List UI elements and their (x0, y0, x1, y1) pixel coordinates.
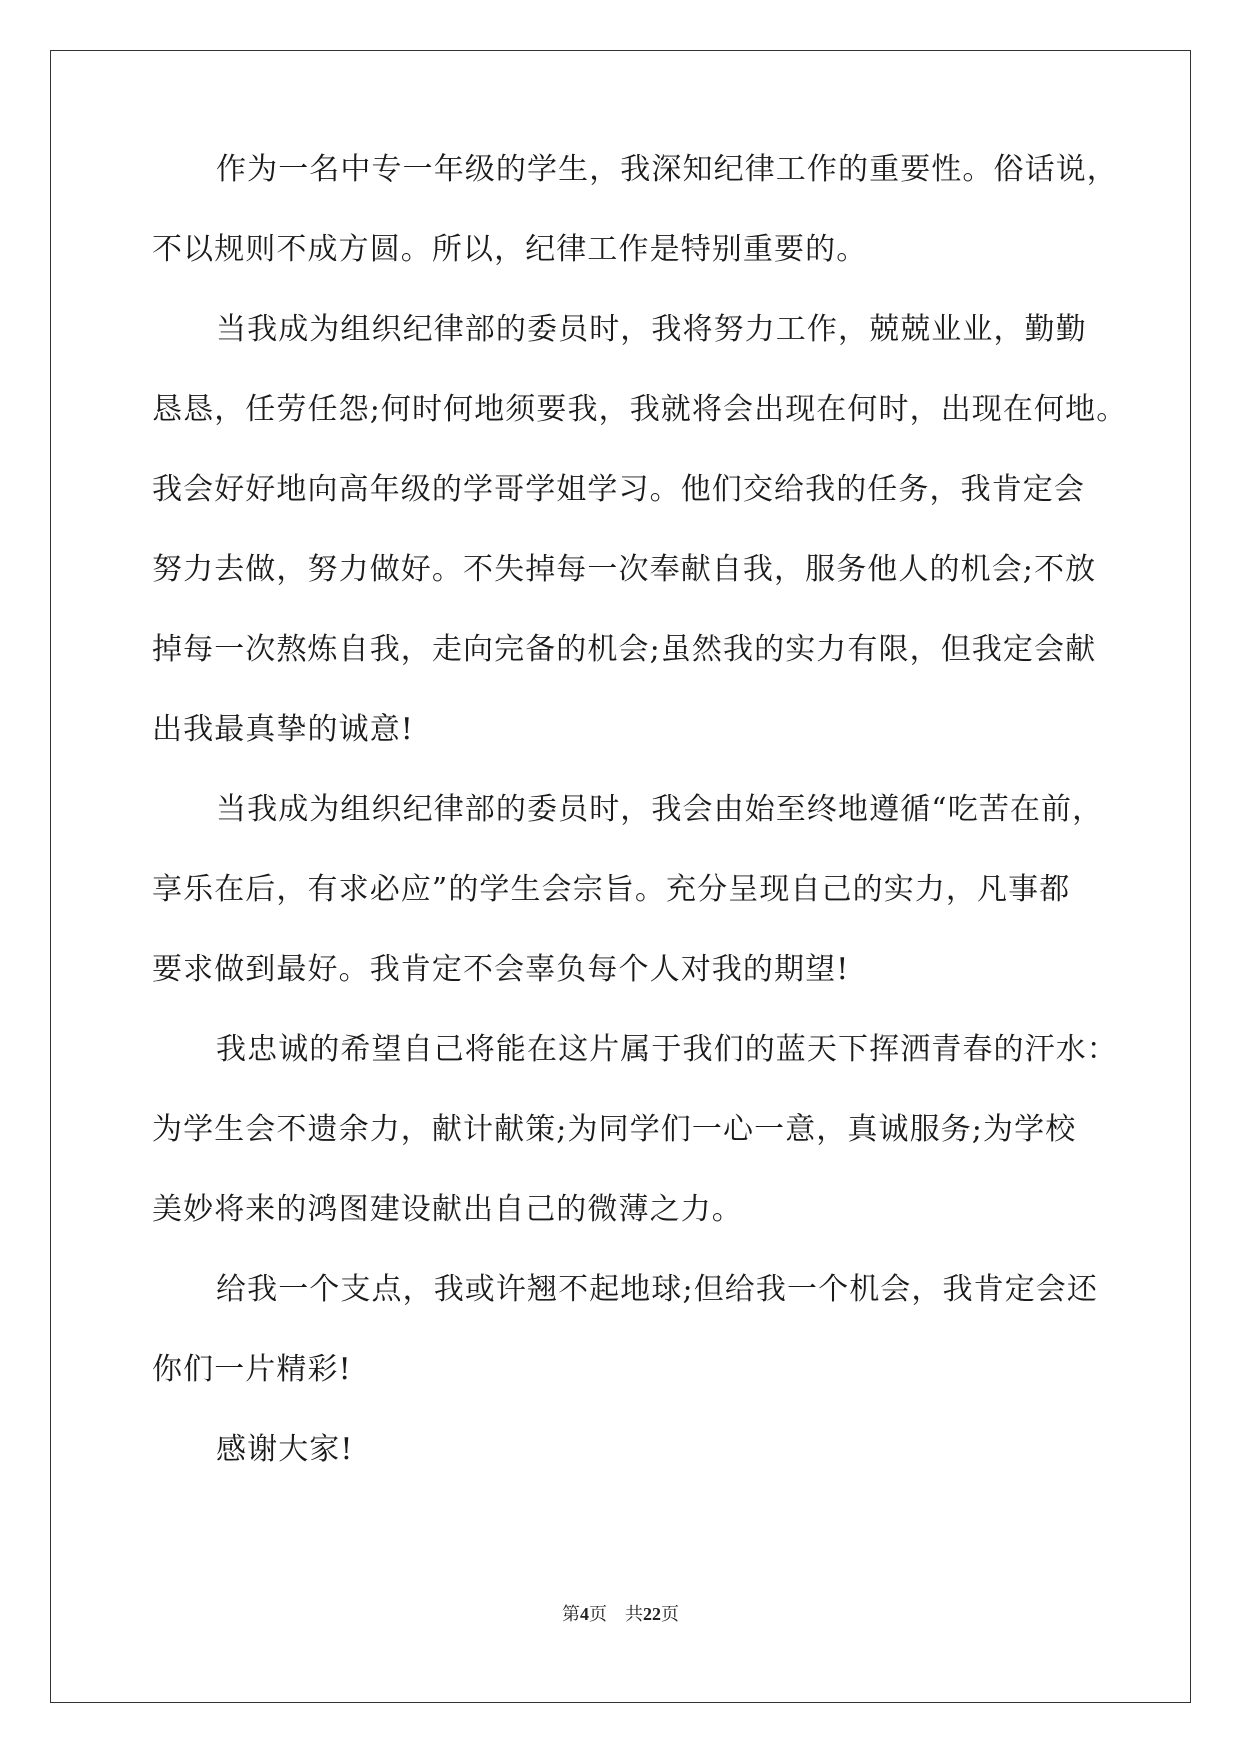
paragraph-4-line-2: 为学生会不遗余力，献计献策;为同学们一心一意，真诚服务;为学校 (152, 1112, 1077, 1147)
paragraph-5-line-2: 你们一片精彩! (152, 1352, 352, 1387)
current-page-number: 4 (580, 1604, 589, 1624)
paragraph-2-line-4: 努力去做，努力做好。不失掉每一次奉献自我，服务他人的机会;不放 (152, 552, 1097, 587)
total-page-number: 22 (643, 1604, 661, 1624)
paragraph-2-line-2: 恳恳，任劳任怨;何时何地须要我，我就将会出现在何时，出现在何地。 (152, 392, 1128, 427)
paragraph-3-line-1: 当我成为组织纪律部的委员时，我会由始至终地遵循“吃苦在前， (216, 792, 1104, 827)
paragraph-1-line-1: 作为一名中专一年级的学生，我深知纪律工作的重要性。俗话说， (216, 152, 1118, 187)
footer-page-word: 页 (589, 1604, 607, 1624)
footer-prefix: 第 (562, 1604, 580, 1624)
paragraph-2-line-1: 当我成为组织纪律部的委员时，我将努力工作，兢兢业业，勤勤 (216, 312, 1087, 347)
paragraph-2-line-5: 掉每一次熬炼自我，走向完备的机会;虽然我的实力有限，但我定会献 (152, 632, 1097, 667)
paragraph-4-line-3: 美妙将来的鸿图建设献出自己的微薄之力。 (152, 1192, 743, 1227)
paragraph-4-line-1: 我忠诚的希望自己将能在这片属于我们的蓝天下挥洒青春的汗水： (216, 1032, 1118, 1067)
footer-total-suffix: 页 (661, 1604, 679, 1624)
paragraph-6-line-1: 感谢大家! (216, 1432, 354, 1467)
paragraph-2-line-3: 我会好好地向高年级的学哥学姐学习。他们交给我的任务，我肯定会 (152, 472, 1085, 507)
footer-total-prefix: 共 (625, 1604, 643, 1624)
paragraph-3-line-2: 享乐在后，有求必应”的学生会宗旨。充分呈现自己的实力，凡事都 (152, 872, 1071, 907)
document-body (152, 150, 1128, 1470)
paragraph-2-line-6: 出我最真挚的诚意! (152, 712, 414, 747)
paragraph-1-line-2: 不以规则不成方圆。所以，纪律工作是特别重要的。 (152, 232, 868, 267)
page-footer (0, 1600, 1241, 1626)
paragraph-3-line-3: 要求做到最好。我肯定不会辜负每个人对我的期望! (152, 952, 850, 987)
paragraph-5-line-1: 给我一个支点，我或许翘不起地球;但给我一个机会，我肯定会还 (216, 1272, 1099, 1307)
